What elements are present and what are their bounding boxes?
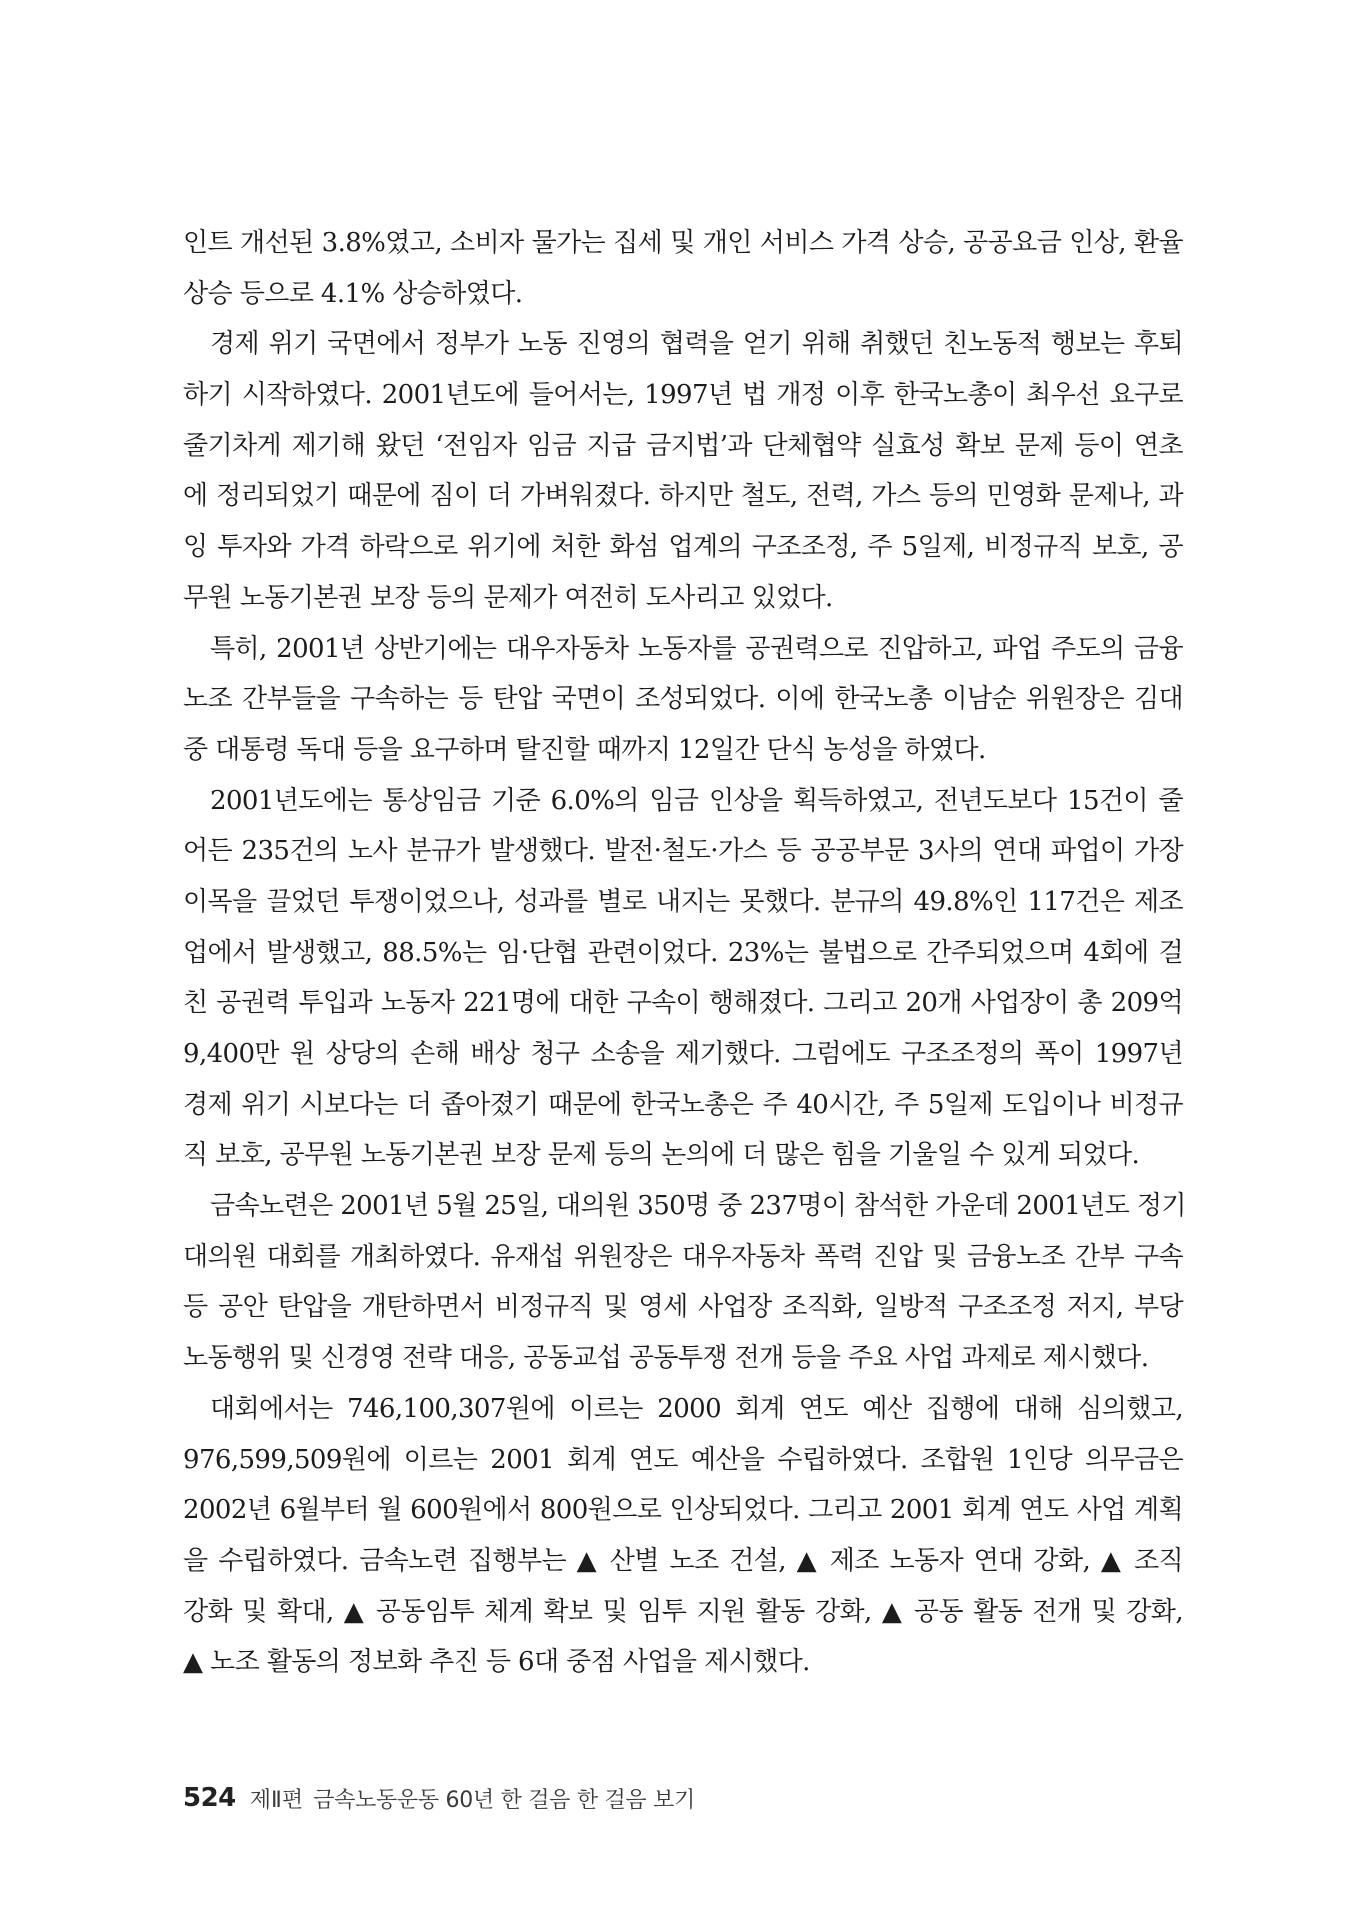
footer-section: 제Ⅱ편 [249,1787,304,1813]
text-line: 잉 투자와 가격 하락으로 위기에 처한 화섬 업계의 구조조정, 주 5일제, 비정규직 보호, 공 [183,532,1183,563]
text-line: 업에서 발생했고, 88.5%는 임·단협 관련이었다. 23%는 불법으로 간주되었으며 4회에 걸 [183,937,1183,968]
text-line: 무원 노동기본권 보장 등의 문제가 여전히 도사리고 있었다. [183,582,833,613]
text-line: 친 공권력 투입과 노동자 221명에 대한 구속이 행해졌다. 그리고 20개 사업장이 총 209억 [183,988,1183,1019]
paragraph [183,218,1183,319]
text-line: 경제 위기 국면에서 정부가 노동 진영의 협력을 얻기 위해 취했던 친노동적 행보는 후퇴 [210,329,1183,360]
text-line: 을 수립하였다. 금속노련 집행부는 ▲ 산별 노조 건설, ▲ 제조 노동자 연대 강화, ▲ 조직 [183,1545,1183,1576]
text-line: 2002년 6월부터 월 600원에서 800원으로 인상되었다. 그리고 2001 회계 연도 사업 계획 [183,1495,1183,1526]
text-line: 특히, 2001년 상반기에는 대우자동차 노동자를 공권력으로 진압하고, 파업 주도의 금융 [210,633,1183,664]
text-line: 인트 개선된 3.8%였고, 소비자 물가는 집세 및 개인 서비스 가격 상승, 공공요금 인상, 환율 [183,228,1183,258]
page-number: 524 [183,1783,236,1813]
text-line: 이목을 끌었던 투쟁이었으나, 성과를 별로 내지는 못했다. 분규의 49.8%인 117건은 제조 [183,886,1183,917]
text-line: 하기 시작하였다. 2001년도에 들어서는, 1997년 법 개정 이후 한국노총이 최우선 요구로 [183,380,1183,411]
text-line: 금속노련은 2001년 5월 25일, 대의원 350명 중 237명이 참석한 가운데 2001년도 정기 [210,1191,1186,1222]
paragraph [183,624,1183,776]
text-line: 2001년도에는 통상임금 기준 6.0%의 임금 인상을 획득하였고, 전년도보다 15건이 줄 [210,785,1183,816]
text-line: 대의원 대회를 개최하였다. 유재섭 위원장은 대우자동차 폭력 진압 및 금융노조 간부 구속 [183,1241,1183,1272]
text-line: 경제 위기 시보다는 더 좁아졌기 때문에 한국노총은 주 40시간, 주 5일제 도입이나 비정규 [183,1089,1183,1120]
text-line: 상승 등으로 4.1% 상승하였다. [183,278,523,309]
text-line: 강화 및 확대, ▲ 공동임투 체계 확보 및 임투 지원 활동 강화, ▲ 공동 활동 전개 및 강화, [183,1596,1183,1627]
text-line: 중 대통령 독대 등을 요구하며 탈진할 때까지 12일간 단식 농성을 하였다. [183,734,986,765]
text-line: 976,599,509원에 이르는 2001 회계 연도 예산을 수립하였다. 조합원 1인당 의무금은 [183,1444,1183,1475]
text-line: 직 보호, 공무원 노동기본권 보장 문제 등의 논의에 더 많은 힘을 기울일 수 있게 되었다. [183,1140,1140,1171]
text-line: 9,400만 원 상당의 손해 배상 청구 소송을 제기했다. 그럼에도 구조조정의 폭이 1997년 [183,1039,1183,1069]
paragraph [183,776,1183,1182]
paragraph [183,319,1183,623]
text-line: 에 정리되었기 때문에 짐이 더 가벼워졌다. 하지만 철도, 전력, 가스 등의 민영화 문제나, 과 [183,481,1183,512]
text-line: 노동행위 및 신경영 전략 대응, 공동교섭 공동투쟁 전개 등을 주요 사업 과제로 제시했다. [183,1343,1149,1374]
text-line: 대회에서는 746,100,307원에 이르는 2000 회계 연도 예산 집행에 대해 심의했고, [210,1393,1183,1424]
text-line: 어든 235건의 노사 분규가 발생했다. 발전·철도·가스 등 공공부문 3사의 연대 파업이 가장 [183,836,1183,867]
text-line: 줄기차게 제기해 왔던 ‘전임자 임금 지급 금지법’과 단체협약 실효성 확보 문제 등이 연초 [183,430,1183,461]
body-text [183,218,1186,1688]
text-line: ▲ 노조 활동의 정보화 추진 등 6대 중점 사업을 제시했다. [183,1647,810,1678]
page-footer [183,1778,695,1818]
paragraph [183,1181,1186,1384]
footer-book-title: 금속노동운동 60년 한 걸음 한 걸음 보기 [313,1787,695,1813]
text-line: 노조 간부들을 구속하는 등 탄압 국면이 조성되었다. 이에 한국노총 이남순 위원장은 김대 [183,684,1183,715]
paragraph [183,1384,1183,1688]
text-line: 등 공안 탄압을 개탄하면서 비정규직 및 영세 사업장 조직화, 일방적 구조조정 저지, 부당 [183,1292,1183,1323]
